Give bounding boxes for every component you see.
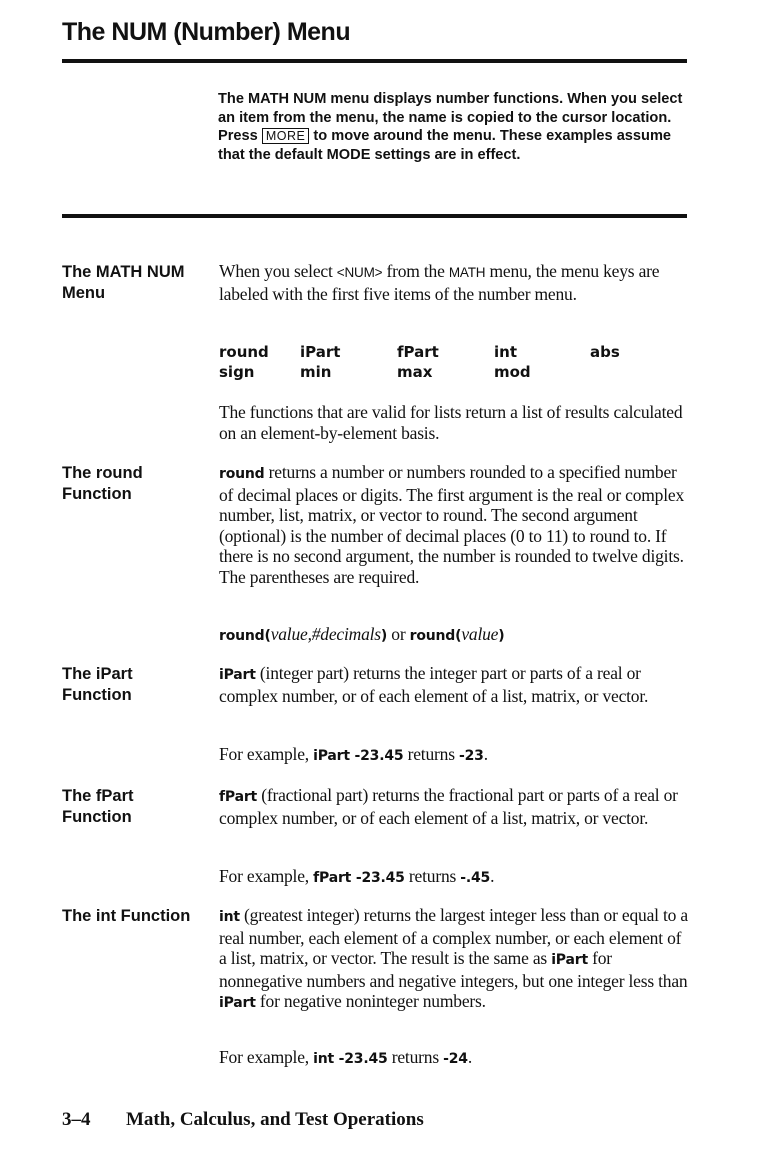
example-text: . <box>467 1047 472 1067</box>
menu-item-fpart: fPart <box>397 343 439 361</box>
heading-line: The int Function <box>62 907 191 925</box>
example-arg: -23.45 <box>349 748 404 764</box>
heading-line: Function <box>62 808 132 826</box>
fn-name: fPart <box>219 789 258 805</box>
example-text: . <box>490 866 495 886</box>
more-key: MORE <box>262 128 310 144</box>
menu-item-min: min <box>300 363 332 381</box>
int-text: for nonnegative numbers and negative integers, but one integer less than <box>219 948 688 991</box>
example-result: -24 <box>443 1051 468 1067</box>
heading-line: The MATH NUM <box>62 263 185 281</box>
menu-item-mod: mod <box>494 363 531 381</box>
heading-line: Function <box>62 485 132 503</box>
fn-name: int <box>219 909 240 925</box>
fn-ref: iPart <box>219 995 256 1011</box>
example-text: For example, <box>219 1047 314 1067</box>
menu-item-int: int <box>494 343 517 361</box>
heading-line: Menu <box>62 284 106 302</box>
syntax-or: or <box>387 624 410 644</box>
example-result: -.45 <box>460 870 491 886</box>
page-footer <box>62 1109 424 1131</box>
example-arg: -23.45 <box>333 1051 388 1067</box>
intro-paragraph <box>218 90 688 164</box>
menu-description <box>219 261 691 304</box>
round-syntax <box>219 624 691 647</box>
top-divider <box>62 59 687 63</box>
example-arg: -23.45 <box>351 870 405 886</box>
fpart-description <box>219 785 691 828</box>
example-result: -23 <box>458 748 484 764</box>
syntax-args: value <box>461 624 499 644</box>
ipart-text: (integer part) returns the integer part or parts of a real or complex number, or of each element of a list, matrix, or vector. <box>219 663 649 706</box>
intro-text-2: to move around the menu. These examples assume that the default MODE settings are in effect. <box>218 128 672 163</box>
lists-note: The functions that are valid for lists return a list of results calculated on an element-by-element basis. <box>219 402 683 443</box>
fn-name: round <box>219 466 265 482</box>
math-label: MATH <box>448 265 486 280</box>
num-label: <NUM> <box>336 265 383 280</box>
menu-text: menu, the menu keys are labeled with the first five items of the number menu. <box>219 261 660 304</box>
menu-text: from the <box>382 261 449 281</box>
example-fn: int <box>313 1051 334 1067</box>
round-description <box>219 462 691 587</box>
section-heading-round <box>62 463 212 505</box>
syntax-fn: round( <box>219 628 271 644</box>
syntax-paren: ) <box>498 628 505 644</box>
example-text: returns <box>403 744 459 764</box>
intro-divider <box>62 214 687 218</box>
menu-text: When you select <box>219 261 337 281</box>
heading-line: The iPart <box>62 665 133 683</box>
example-text: . <box>483 744 488 764</box>
ipart-description <box>219 663 691 706</box>
menu-item-ipart: iPart <box>300 343 341 361</box>
fn-ref: iPart <box>551 952 588 968</box>
example-text: For example, <box>219 744 314 764</box>
ipart-example <box>219 744 691 767</box>
fpart-example <box>219 866 691 889</box>
section-heading-math-num <box>62 262 212 304</box>
page-number: 3–4 <box>62 1109 91 1130</box>
menu-item-abs: abs <box>590 343 620 361</box>
example-fn: fPart <box>313 870 352 886</box>
intro-text: The MATH NUM menu displays number functions. When you select an item from the menu, the name is copied to the cursor location. Press <box>218 91 683 144</box>
section-heading-fpart <box>62 786 212 828</box>
chapter-title: Math, Calculus, and Test Operations <box>126 1109 424 1130</box>
example-text: For example, <box>219 866 314 886</box>
int-example <box>219 1047 691 1070</box>
example-text: returns <box>404 866 461 886</box>
syntax-args: value,#decimals <box>270 624 381 644</box>
heading-line: Function <box>62 686 132 704</box>
int-text: (greatest integer) returns the largest integer less than or equal to a real number, each element of a complex number, or each element of a list, matrix, or vector. The result is the same as <box>219 905 688 968</box>
int-text: for negative noninteger numbers. <box>255 991 486 1011</box>
section-heading-int <box>62 906 214 927</box>
fpart-text: (fractional part) returns the fractional part or parts of a real or complex number, or of each element of a list, matrix, or vector. <box>219 785 678 828</box>
menu-item-round: round <box>219 343 269 361</box>
syntax-fn: round( <box>409 628 462 644</box>
syntax-paren: ) <box>380 628 388 644</box>
heading-line: The fPart <box>62 787 134 805</box>
int-description <box>219 905 691 1014</box>
fn-name: iPart <box>219 667 256 683</box>
page-title: The NUM (Number) Menu <box>62 18 351 46</box>
round-text: returns a number or numbers rounded to a specified number of decimal places or digits. The first argument is the real or complex number, list, matrix, or vector to round. The second argument (optional) is the number of decimal places (0 to 11) to round to. If there is no second argument, the number is rounded to twelve digits. The parentheses are required. <box>219 462 685 587</box>
menu-item-max: max <box>397 363 433 381</box>
example-fn: iPart <box>313 748 350 764</box>
heading-line: The round <box>62 464 143 482</box>
example-text: returns <box>387 1047 444 1067</box>
section-heading-ipart <box>62 664 212 706</box>
menu-item-sign: sign <box>219 363 255 381</box>
